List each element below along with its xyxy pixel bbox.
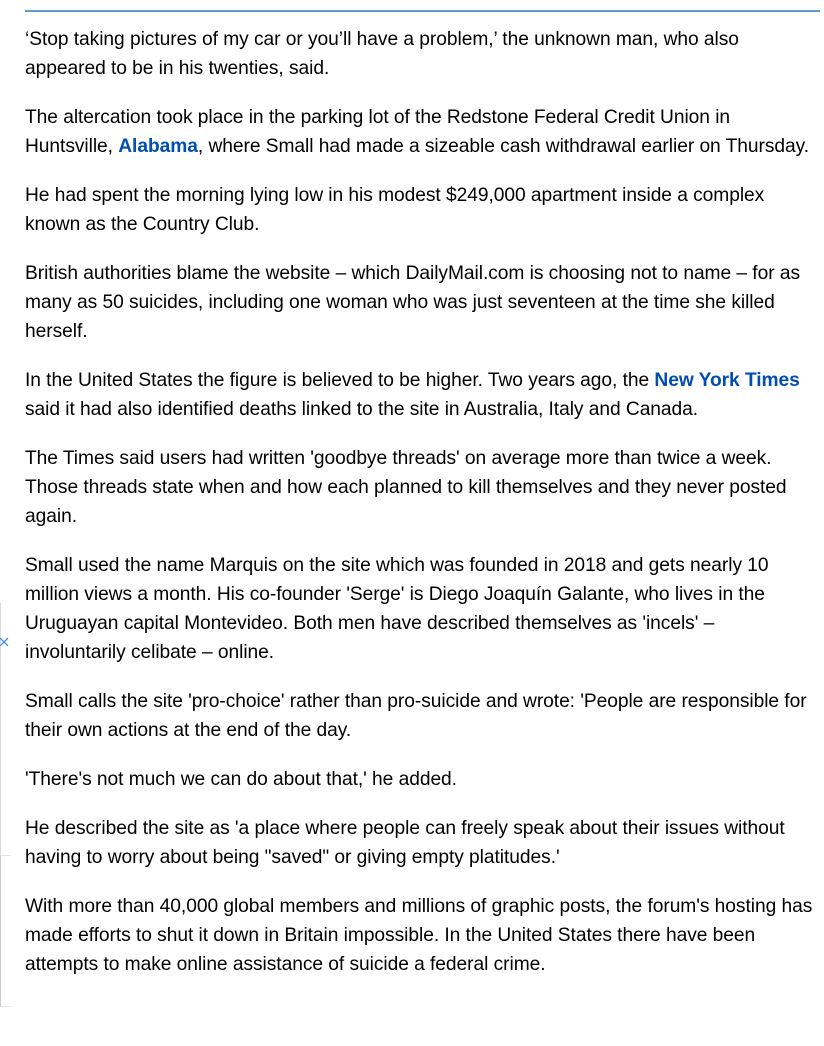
paragraph-text: said it had also identified deaths linked to the site in Australia, Italy and Canada. <box>25 399 699 420</box>
paragraph: ‘Stop taking pictures of my car or you’ll have a problem,’ the unknown man, who also appeared to be in his twenties, said. <box>25 29 739 79</box>
paragraph: Small used the name Marquis on the site which was founded in 2018 and gets nearly 10 million views a month. His co-founder 'Serge' is Diego Joaquín Galante, who lives in the Uruguayan capital Montevideo. Both men have described themselves as 'incels' – involuntarily celibate – online. <box>25 555 769 663</box>
side-ad-frame <box>0 855 11 1007</box>
paragraph <box>25 103 820 161</box>
new-york-times-link[interactable]: New York Times <box>654 370 800 391</box>
alabama-link[interactable]: Alabama <box>118 136 198 157</box>
paragraph: He had spent the morning lying low in his modest $249,000 apartment inside a complex known as the Country Club. <box>25 185 765 235</box>
paragraph <box>25 366 820 424</box>
article-body <box>25 25 820 999</box>
top-divider <box>25 10 820 12</box>
paragraph: 'There's not much we can do about that,' he added. <box>25 769 457 790</box>
paragraph: With more than 40,000 global members and millions of graphic posts, the forum's hosting has made efforts to shut it down in Britain impossible. In the United States there have been attempts to make online assistance of suicide a federal crime. <box>25 896 813 975</box>
paragraph: Small calls the site 'pro-choice' rather than pro-suicide and wrote: 'People are responsible for their own actions at the end of the day. <box>25 691 807 741</box>
paragraph: The Times said users had written 'goodbye threads' on average more than twice a week. Those threads state when and how each planned to kill themselves and they never posted again. <box>25 448 787 527</box>
paragraph-text: In the United States the figure is believed to be higher. Two years ago, the <box>25 370 655 391</box>
paragraph: British authorities blame the website – which DailyMail.com is choosing not to name – for as many as 50 suicides, including one woman who was just seventeen at the time she killed herself. <box>25 263 800 342</box>
close-icon[interactable] <box>0 636 10 648</box>
paragraph-text: , where Small had made a sizeable cash withdrawal earlier on Thursday. <box>197 136 810 157</box>
paragraph-text: The altercation took place in the parking lot of the Redstone Federal Credit Union in Huntsville, <box>25 107 731 157</box>
paragraph: He described the site as 'a place where people can freely speak about their issues without having to worry about being "saved" or giving empty platitudes.' <box>25 818 785 868</box>
